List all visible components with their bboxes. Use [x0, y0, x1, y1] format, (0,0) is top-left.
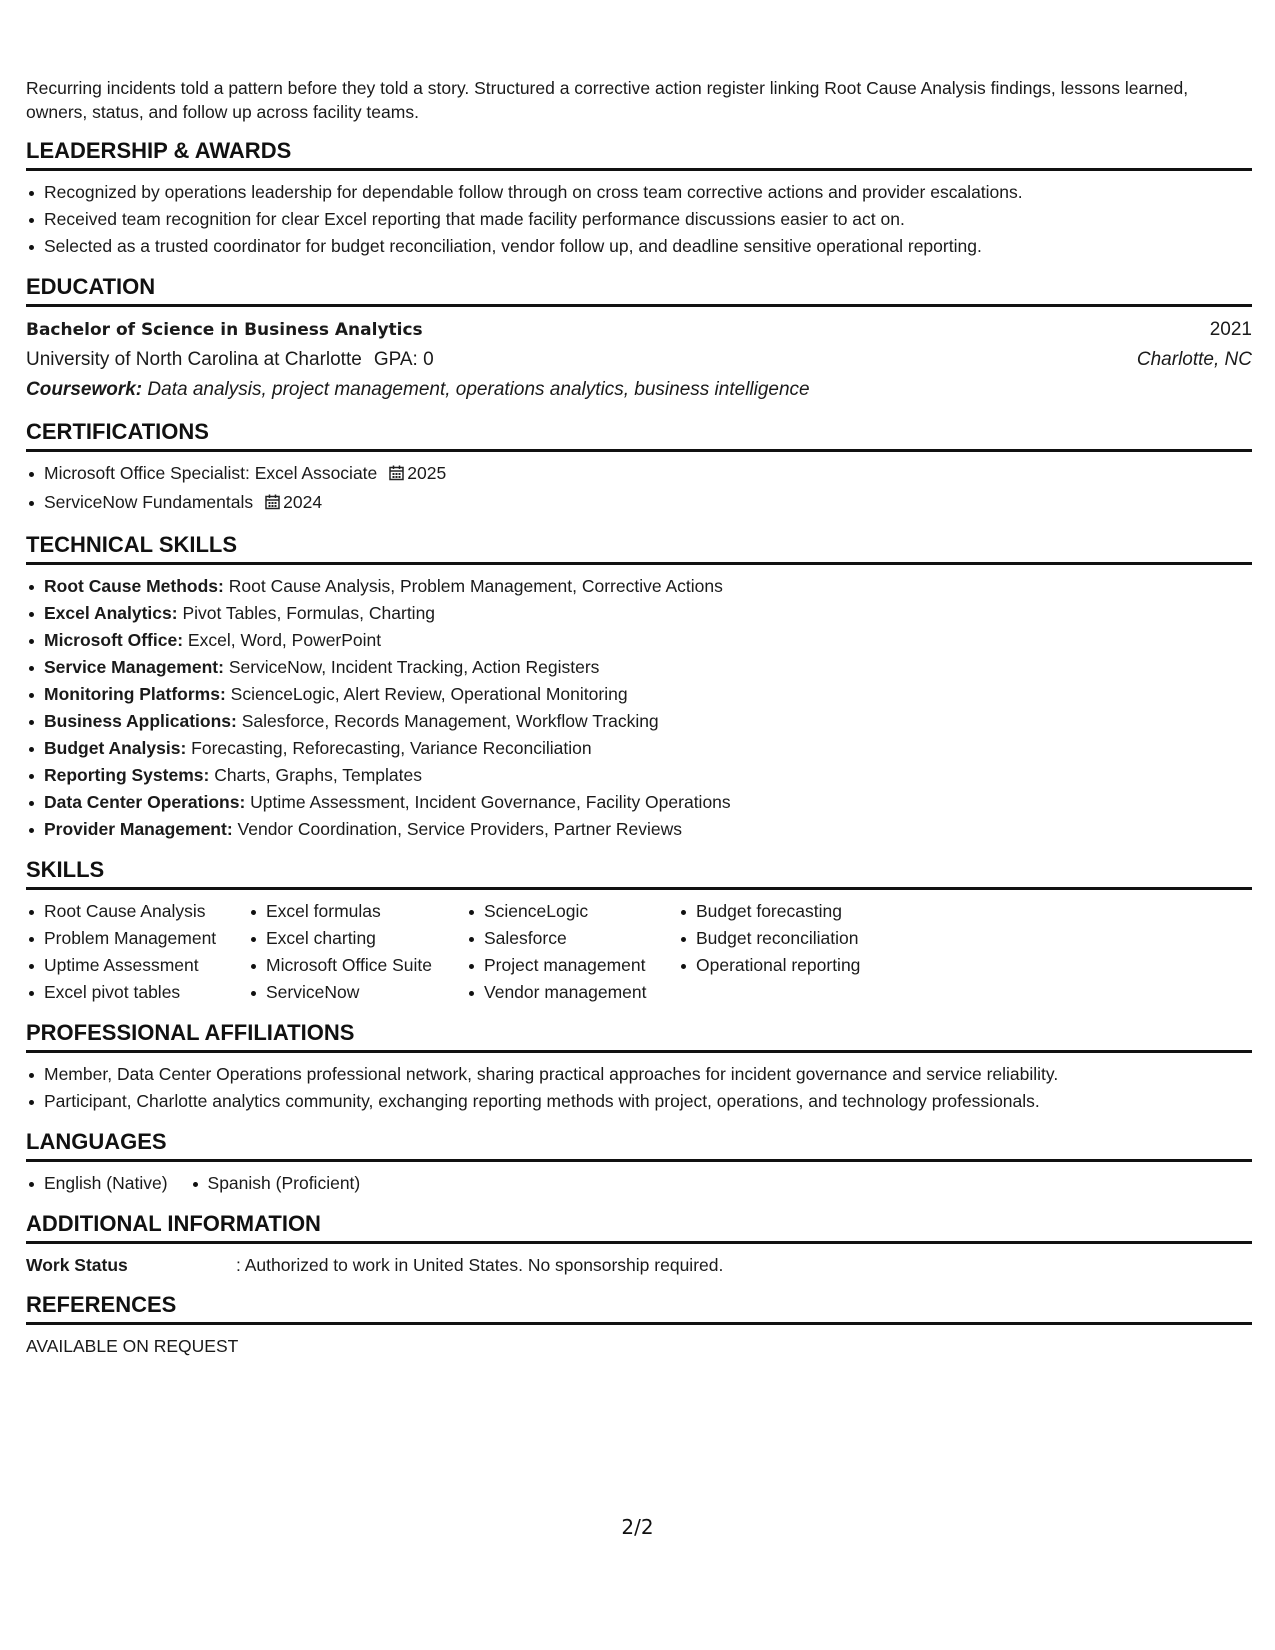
- additional-info-section: [26, 1211, 1252, 1278]
- section-title-additional-info: ADDITIONAL INFORMATION: [26, 1211, 1252, 1244]
- list-item: Vendor management: [466, 979, 678, 1006]
- skill-category: Service Management:: [44, 657, 224, 677]
- intro-paragraph: Recurring incidents told a pattern before they told a story. Structured a corrective action register linking Root Cause Analysis findings, lessons learned, owners, status, and follow up across facility teams.: [26, 78, 1189, 122]
- skills-column: [26, 898, 248, 1006]
- list-item: Project management: [466, 952, 678, 979]
- education-entry: [26, 315, 1252, 405]
- work-status-row: [26, 1252, 1252, 1278]
- list-item: [26, 789, 1252, 816]
- skill-values: Pivot Tables, Formulas, Charting: [182, 603, 436, 623]
- skill-category: Business Applications:: [44, 711, 237, 731]
- certification-name: ServiceNow Fundamentals: [44, 492, 254, 512]
- affiliations-section: [26, 1020, 1252, 1115]
- skill-values: Charts, Graphs, Templates: [214, 765, 423, 785]
- list-item: Participant, Charlotte analytics community, exchanging reporting methods with project, operations, and technology professionals.: [26, 1088, 1252, 1115]
- certifications-list: [26, 460, 1252, 518]
- skill-category: Microsoft Office:: [44, 630, 184, 650]
- coursework: [26, 375, 1252, 405]
- certifications-section: [26, 419, 1252, 518]
- skill-category: Excel Analytics:: [44, 603, 178, 623]
- skill-values: Vendor Coordination, Service Providers, Partner Reviews: [237, 819, 683, 839]
- skill-category: Root Cause Methods:: [44, 576, 224, 596]
- list-item: Spanish (Proficient): [190, 1170, 361, 1197]
- work-status-label: Work Status: [26, 1255, 128, 1275]
- list-item: [26, 489, 1252, 518]
- section-title-education: EDUCATION: [26, 274, 1252, 307]
- list-item: [26, 600, 1252, 627]
- education-section: [26, 274, 1252, 405]
- work-status-value: : Authorized to work in United States. No sponsorship required.: [236, 1255, 724, 1275]
- skill-category: Monitoring Platforms:: [44, 684, 226, 704]
- skill-category: Data Center Operations:: [44, 792, 246, 812]
- technical-skills-list: [26, 573, 1252, 843]
- list-item: [26, 762, 1252, 789]
- section-title-affiliations: PROFESSIONAL AFFILIATIONS: [26, 1020, 1252, 1053]
- section-title-certifications: CERTIFICATIONS: [26, 419, 1252, 452]
- technical-skills-section: [26, 532, 1252, 843]
- section-title-references: REFERENCES: [26, 1292, 1252, 1325]
- list-item: Operational reporting: [678, 952, 898, 979]
- list-item: ScienceLogic: [466, 898, 678, 925]
- education-location: Charlotte, NC: [1136, 349, 1252, 370]
- list-item: Budget forecasting: [678, 898, 898, 925]
- skill-values: Uptime Assessment, Incident Governance, Facility Operations: [250, 792, 731, 812]
- list-item: Excel pivot tables: [26, 979, 248, 1006]
- coursework-label: Coursework:: [26, 379, 143, 400]
- certification-year: 2024: [283, 492, 323, 512]
- list-item: Excel formulas: [248, 898, 466, 925]
- affiliations-list: [26, 1061, 1252, 1115]
- skills-column: [678, 898, 898, 1006]
- list-item: [26, 681, 1252, 708]
- list-item: Excel charting: [248, 925, 466, 952]
- gpa: GPA: 0: [373, 349, 434, 370]
- calendar-icon: [265, 491, 280, 518]
- skills-section: [26, 857, 1252, 1006]
- skill-values: Excel, Word, PowerPoint: [187, 630, 382, 650]
- list-item: [26, 573, 1252, 600]
- list-item: Problem Management: [26, 925, 248, 952]
- skill-values: ServiceNow, Incident Tracking, Action Registers: [228, 657, 600, 677]
- list-item: ServiceNow: [248, 979, 466, 1006]
- skills-grid: [26, 898, 1252, 1006]
- calendar-icon: [389, 462, 404, 489]
- leadership-list: [26, 179, 1252, 260]
- graduation-year: 2021: [1209, 319, 1252, 340]
- list-item: [26, 627, 1252, 654]
- coursework-text: Data analysis, project management, operations analytics, business intelligence: [147, 379, 810, 400]
- skill-values: Forecasting, Reforecasting, Variance Reconciliation: [191, 738, 592, 758]
- list-item: Member, Data Center Operations professional network, sharing practical approaches for incident governance and service reliability.: [26, 1061, 1252, 1088]
- section-title-leadership: LEADERSHIP & AWARDS: [26, 138, 1252, 171]
- skills-column: [248, 898, 466, 1006]
- list-item: Received team recognition for clear Excel reporting that made facility performance discussions easier to act on.: [26, 206, 1252, 233]
- skill-category: Provider Management:: [44, 819, 233, 839]
- page-number: 2/2: [621, 1515, 654, 1539]
- list-item: [26, 654, 1252, 681]
- certification-year: 2025: [407, 463, 447, 483]
- school-name: University of North Carolina at Charlotte: [26, 349, 362, 370]
- skill-values: Salesforce, Records Management, Workflow Tracking: [241, 711, 659, 731]
- list-item: Uptime Assessment: [26, 952, 248, 979]
- list-item: [26, 708, 1252, 735]
- skill-values: Root Cause Analysis, Problem Management, Corrective Actions: [228, 576, 723, 596]
- certification-name: Microsoft Office Specialist: Excel Associate: [44, 463, 378, 483]
- languages-list: [26, 1170, 1252, 1197]
- list-item: Salesforce: [466, 925, 678, 952]
- references-section: [26, 1292, 1252, 1359]
- references-text: AVAILABLE ON REQUEST: [26, 1336, 239, 1356]
- list-item: [26, 735, 1252, 762]
- list-item: English (Native): [26, 1170, 168, 1197]
- list-item: Microsoft Office Suite: [248, 952, 466, 979]
- resume-page: [26, 76, 1252, 1373]
- school-line: [26, 345, 434, 375]
- skills-column: [466, 898, 678, 1006]
- list-item: Recognized by operations leadership for dependable follow through on cross team corrective actions and provider escalations.: [26, 179, 1252, 206]
- languages-section: [26, 1129, 1252, 1197]
- languages-bullets: [26, 1170, 382, 1197]
- list-item: Root Cause Analysis: [26, 898, 248, 925]
- list-item: [26, 460, 1252, 489]
- leadership-section: [26, 138, 1252, 260]
- skill-category: Budget Analysis:: [44, 738, 187, 758]
- skill-values: ScienceLogic, Alert Review, Operational Monitoring: [230, 684, 628, 704]
- list-item: Budget reconciliation: [678, 925, 898, 952]
- section-title-skills: SKILLS: [26, 857, 1252, 890]
- section-title-technical-skills: TECHNICAL SKILLS: [26, 532, 1252, 565]
- list-item: Selected as a trusted coordinator for budget reconciliation, vendor follow up, and deadline sensitive operational reporting.: [26, 233, 1252, 260]
- list-item: [26, 816, 1252, 843]
- degree: Bachelor of Science in Business Analytics: [26, 320, 423, 340]
- skill-category: Reporting Systems:: [44, 765, 210, 785]
- section-title-languages: LANGUAGES: [26, 1129, 1252, 1162]
